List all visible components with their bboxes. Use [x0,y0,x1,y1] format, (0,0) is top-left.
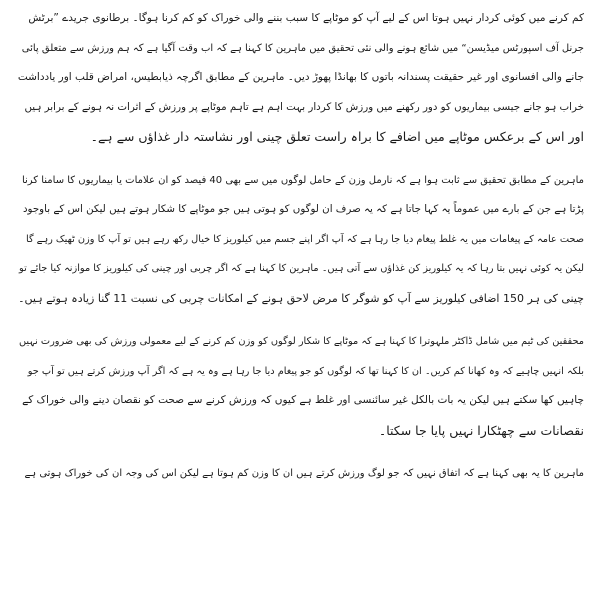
paragraph-line: محققین کی ٹیم میں شامل ڈاکٹر ملہوترا کا کہنا ہے کہ موٹاپے کا شکار لوگوں کو وزن کم کرنے کے لیے معمولی ورزش کی بھی ضرورت نہیں [19,336,584,347]
article-paragraph-3 [18,327,584,445]
paragraph-line: چاہیں کھا سکتے ہیں لیکن یہ بات بالکل غیر سائنسی اور غلط ہے کیوں کہ ورزش کرنے سے صحت کو نقصان دینے والی خوراک کے [22,394,584,406]
paragraph-line: نقصانات سے چھٹکارا نہیں پایا جا سکتا۔ [378,422,584,438]
paragraph-line: بلکہ انہیں چاہیے کہ وہ کھانا کم کریں۔ ان کا کہنا تھا کہ لوگوں کو جو پیغام دیا جا رہا ہے وہ یہ ہے کہ اگر آپ ورزش کرتے ہیں تو آپ جو [27,365,584,377]
paragraph-line: پڑتا ہے جن کے بارے میں عموماً یہ کہا جاتا ہے کہ یہ صرف ان لوگوں کو ہوتی ہیں جو موٹاپے کا شکار ہوتے ہیں لیکن اس کے باوجود [22,203,584,215]
paragraph-line: کم کرنے میں کوئی کردار نہیں ہوتا اس کے لیے آپ کو موٹاپے کا سبب بننے والی خوراک کو کم کرنا ہوگا۔ برطانوی جریدے ”برٹش [28,12,584,24]
article-paragraph-1 [18,4,584,152]
paragraph-line: اور اس کے برعکس موٹاپے میں اضافے کا براہ راست تعلق چینی اور نشاستہ دار غذاؤں سے ہے۔ [90,129,584,144]
article-paragraph-2 [18,166,584,314]
paragraph-line: چینی کی ہر 150 اضافی کیلوریز سے آپ کو شوگر کا مرض لاحق ہونے کے امکانات چربی کی نسبت 11 گنا زیادہ ہوتے ہیں۔ [18,291,584,305]
paragraph-line: لیکن یہ کوئی نہیں بتا رہا کہ یہ کیلوریز کن غذاؤں سے آتی ہیں۔ ماہرین کا کہنا ہے کہ اگر چربی اور چینی کی کیلوریز کا موازنہ کیا جائے تو [19,263,584,274]
paragraph-line: خراب ہو جانے جیسی بیماریوں کو دور رکھنے میں ورزش کا کردار بہت اہم ہے تاہم موٹاپے پر ورزش کے اثرات نہ ہونے کے برابر ہیں [24,100,584,113]
paragraph-line: ماہرین کے مطابق تحقیق سے ثابت ہوا ہے کہ نارمل وزن کے حامل لوگوں میں سے بھی 40 فیصد کو ان علامات یا بیماریوں کا سامنا کرنا [21,174,584,186]
paragraph-line: جرنل آف اسپورٹس میڈیسن“ میں شائع ہونے والی نئی تحقیق میں ماہرین کا کہنا ہے کہ اب وقت آگیا ہے کہ ہم ورزش سے متعلق پائی [21,42,584,54]
paragraph-line: جانے والی افسانوی اور غیر حقیقت پسندانہ باتوں کا بھانڈا پھوڑ دیں۔ ماہرین کے مطابق اگرچہ ذیابطیس، امراض قلب اور یادداشت [18,71,584,83]
paragraph-line: صحت عامہ کے پیغامات میں یہ غلط پیغام دیا جا رہا ہے کہ آپ اگر اپنے جسم میں کیلوریز کا خیال رکھ رہے ہیں تو آپ کا وزن ٹھیک رہے گا [25,233,584,245]
article-paragraph-4 [18,459,584,489]
paragraph-line: ماہرین کا یہ بھی کہنا ہے کہ اتفاق نہیں کہ جو لوگ ورزش کرتے ہیں ان کا وزن کم ہوتا ہے لیکن اس کی وجہ ان کی خوراک ہوتی ہے [24,468,584,479]
